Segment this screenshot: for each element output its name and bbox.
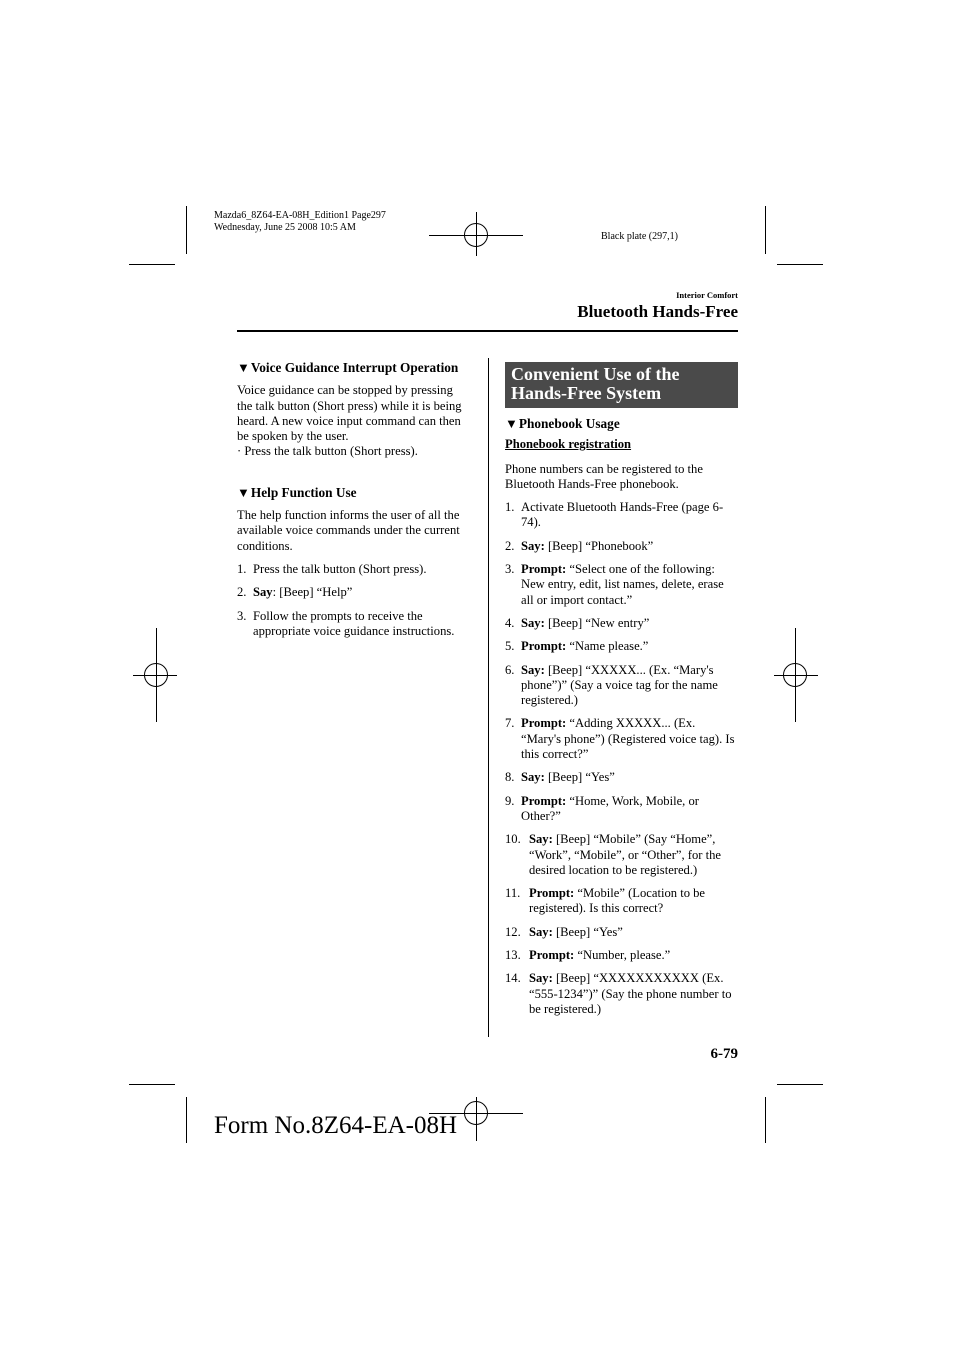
- list-item: 13. Prompt: “Number, please.”: [505, 948, 671, 963]
- page-number: 6-79: [710, 1046, 738, 1062]
- voice-guidance-bullet: · Press the talk button (Short press).: [237, 444, 418, 459]
- list-item: 2. Say: [Beep] “Help”: [237, 585, 353, 600]
- right-column: [505, 362, 738, 1025]
- header-rule: [237, 330, 738, 332]
- list-item: 7. Prompt: “Adding XXXXX... (Ex. “Mary's phone”) (Registered voice tag). Is this correct?”: [505, 716, 735, 762]
- list-item: 12. Say: [Beep] “Yes”: [505, 924, 623, 939]
- phonebook-registration-heading: Phonebook registration: [505, 437, 632, 452]
- voice-guidance-heading: [237, 360, 471, 375]
- print-meta-file: Mazda6_8Z64-EA-08H_Edition1 Page297: [214, 210, 386, 221]
- form-number: Form No.8Z64-EA-08H: [214, 1112, 458, 1139]
- list-item: 3. Prompt: “Select one of the following: New entry, edit, list names, delete, erase all or import contact.”: [505, 562, 724, 607]
- phonebook-usage-title: Phonebook Usage: [518, 416, 620, 431]
- list-item: 6. Say: [Beep] “XXXXX... (Ex. “Mary's phone”)” (Say a voice tag for the name registered.): [505, 662, 718, 708]
- registration-mark-left: [133, 628, 177, 722]
- list-item: 4. Say: [Beep] “New entry”: [505, 615, 650, 630]
- phonebook-registration-text: Phone numbers can be registered to the Bluetooth Hands-Free phonebook.: [505, 461, 703, 491]
- list-item: 9. Prompt: “Home, Work, Mobile, or Other?”: [505, 793, 699, 823]
- registration-mark-right: [774, 628, 818, 722]
- voice-guidance-text: Voice guidance can be stopped by pressing the talk button (Short press) while it is being heard. A new voice input command can then be spoken by the user.: [237, 383, 462, 444]
- help-function-title: Help Function Use: [250, 484, 357, 500]
- phonebook-steps-list: [505, 500, 738, 824]
- help-function-text: The help function informs the user of all the available voice commands under the current conditions.: [237, 508, 460, 553]
- print-meta: [214, 210, 386, 234]
- triangle-marker-icon: ▼: [237, 360, 250, 375]
- registration-mark-top: [429, 212, 523, 256]
- box-heading: Convenient Use of the Hands-Free System: [505, 362, 738, 408]
- list-item: 3. Follow the prompts to receive the appropriate voice guidance instructions.: [237, 608, 455, 638]
- print-meta-date: Wednesday, June 25 2008 10:5 AM: [214, 222, 356, 233]
- list-item: 11. Prompt: “Mobile” (Location to be registered). Is this correct?: [505, 886, 706, 916]
- triangle-marker-icon: ▼: [505, 416, 518, 431]
- column-divider: [488, 358, 489, 1037]
- phonebook-steps-list-continued: [505, 832, 738, 1017]
- phonebook-usage-heading: [505, 416, 738, 431]
- list-item: 10. Say: [Beep] “Mobile” (Say “Home”, “Work”, “Mobile”, or “Other”, for the desired location to be registered.): [505, 832, 722, 877]
- list-item: 1. Activate Bluetooth Hands-Free (page 6-74).: [505, 500, 724, 530]
- list-item: 2. Say: [Beep] “Phonebook”: [505, 538, 654, 553]
- help-steps-list: [237, 562, 471, 639]
- help-function-heading: [237, 485, 471, 500]
- list-item: 1. Press the talk button (Short press).: [237, 561, 427, 576]
- list-item: 14. Say: [Beep] “XXXXXXXXXXX (Ex. “555-1234”)” (Say the phone number to be registered.): [505, 971, 732, 1016]
- list-item: 5. Prompt: “Name please.”: [505, 639, 649, 654]
- triangle-marker-icon: ▼: [237, 484, 250, 500]
- plate-label: Black plate (297,1): [601, 231, 678, 242]
- left-column: [237, 360, 471, 647]
- section-tag: Interior Comfort: [676, 290, 738, 300]
- list-item: 8. Say: [Beep] “Yes”: [505, 770, 615, 785]
- voice-guidance-title: Voice Guidance Interrupt Operation: [250, 360, 459, 375]
- page-heading: Bluetooth Hands-Free: [577, 302, 738, 321]
